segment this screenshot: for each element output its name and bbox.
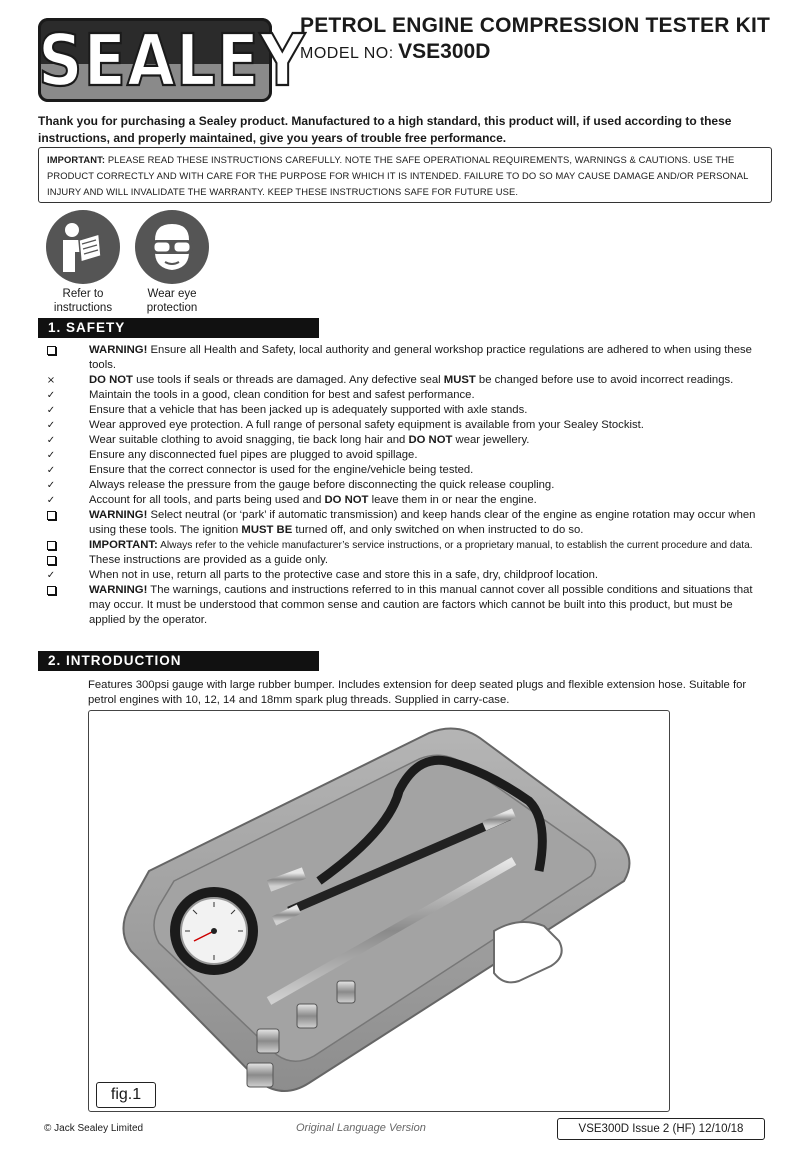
tick-icon: ✓ (46, 405, 56, 416)
important-text: PLEASE READ THESE INSTRUCTIONS CAREFULLY. NOTE THE SAFE OPERATIONAL REQUIREMENTS, WARNINGS & CAUTIONS. USE THE PRODUCT CORRECTLY AND WITH CARE FOR THE PURPOSE FOR WHICH IT IS INTENDED. FAILURE TO DO SO MAY CAUSE DAMAGE AND/OR PERSONAL INJURY AND WILL INVALIDATE THE WARRANTY. KEEP THESE INSTRUCTIONS SAFE FOR FUTURE USE. (47, 154, 749, 197)
model-value: VSE300D (398, 40, 491, 63)
cross-icon: × (46, 375, 56, 386)
safety-item-emphasis: WARNING! (89, 584, 148, 596)
safety-item-text: use tools if seals or threads are damaged. Any defective seal (132, 374, 444, 386)
checkbox-icon (44, 583, 58, 600)
tick-icon: ✓ (46, 495, 56, 506)
read-instructions-icon (46, 210, 120, 284)
safety-item-text: Always release the pressure from the gauge before disconnecting the quick release coupling. (89, 479, 555, 491)
safety-item-text: leave them in or near the engine. (368, 494, 537, 506)
safety-item-text: be changed before use to avoid incorrect readings. (475, 374, 734, 386)
footer-issue: VSE300D Issue 2 (HF) 12/10/18 (557, 1118, 765, 1140)
checkbox-icon (44, 508, 58, 525)
safety-item-text: Always refer to the vehicle manufacturer’s service instructions, or a proprietary manual, to establish the current procedure and data. (157, 540, 753, 551)
model-number (300, 40, 490, 64)
thank-you-text: Thank you for purchasing a Sealey product. Manufactured to a high standard, this product will, if used according to these instructions, and properly maintained, give you years of trouble free performance. (38, 114, 732, 145)
safety-item-emphasis: DO NOT (408, 434, 453, 446)
model-label: MODEL NO: (300, 45, 394, 62)
safety-item (44, 433, 770, 448)
section-header-safety: 1. SAFETY (38, 318, 319, 338)
safety-item (44, 538, 770, 553)
safety-item-emphasis: DO NOT (324, 494, 369, 506)
safety-list (44, 343, 770, 628)
safety-item-text: The warnings, cautions and instructions referred to in this manual cannot cover all possible conditions and situations that may occur. It must be understood that common sense and caution are factors which cannot be built into this product, but must be applied by the operator. (89, 584, 753, 626)
sealey-logo (38, 18, 306, 103)
safety-item (44, 568, 770, 583)
checkbox-icon (44, 343, 58, 360)
safety-item-text: When not in use, return all parts to the protective case and store this in a safe, dry, childproof location. (89, 569, 599, 581)
picto-label-eye: Wear eye protection (146, 288, 198, 314)
safety-item-emphasis: IMPORTANT: (89, 539, 158, 551)
safety-item-emphasis: WARNING! (89, 344, 148, 356)
safety-item-text: Ensure that a vehicle that has been jacked up is adequately supported with axle stands. (89, 404, 528, 416)
safety-item-text: turned off, and only switched on when instructed to do so. (292, 524, 584, 536)
safety-item-emphasis: MUST (443, 374, 476, 386)
section-header-introduction: 2. INTRODUCTION (38, 651, 319, 671)
tick-icon: ✓ (46, 570, 56, 581)
product-illustration (89, 711, 669, 1111)
safety-item-text: These instructions are provided as a guide only. (89, 554, 329, 566)
safety-item (44, 448, 770, 463)
safety-item (44, 493, 770, 508)
safety-item-text: Ensure any disconnected fuel pipes are plugged to avoid spillage. (89, 449, 418, 461)
safety-item-emphasis: WARNING! (89, 509, 148, 521)
safety-item (44, 508, 770, 538)
tick-icon: ✓ (46, 420, 56, 431)
safety-item (44, 583, 770, 628)
safety-item (44, 463, 770, 478)
document-title: PETROL ENGINE COMPRESSION TESTER KIT (300, 14, 771, 37)
tick-icon: ✓ (46, 390, 56, 401)
footer-copyright: © Jack Sealey Limited (44, 1123, 144, 1134)
figure-label: fig.1 (96, 1082, 156, 1108)
safety-item (44, 373, 770, 388)
safety-item-emphasis: MUST BE (241, 524, 293, 536)
safety-item (44, 388, 770, 403)
safety-item (44, 418, 770, 433)
safety-item-text: Ensure all Health and Safety, local authority and general workshop practice regulations are adhered to when using these tools. (89, 344, 752, 371)
safety-item (44, 553, 770, 568)
tick-icon: ✓ (46, 480, 56, 491)
safety-item (44, 478, 770, 493)
safety-item (44, 403, 770, 418)
safety-item-text: Wear approved eye protection. A full range of personal safety equipment is available from your Sealey Stockist. (89, 419, 644, 431)
introduction-text: Features 300psi gauge with large rubber bumper. Includes extension for deep seated plugs and flexible extension hose. Suitable for petrol engines with 10, 12, 14 and 18mm spark plug threads. Supplied in carry-case. (88, 679, 747, 706)
safety-item-text: Ensure that the correct connector is used for the engine/vehicle being tested. (89, 464, 474, 476)
safety-item-text: Maintain the tools in a good, clean condition for best and safest performance. (89, 389, 475, 401)
tick-icon: ✓ (46, 435, 56, 446)
safety-item-text: Select neutral (or ‘park’ if automatic transmission) and keep hands clear of the engine as engine rotation may occur when using these tools. The ignition (89, 509, 756, 536)
tick-icon: ✓ (46, 450, 56, 461)
picto-label-instructions: Refer to instructions (53, 288, 113, 314)
footer-language-version: Original Language Version (296, 1122, 426, 1134)
logo-text: SEALEY (38, 18, 306, 103)
safety-item-text: Wear suitable clothing to avoid snagging, tie back long hair and (89, 434, 409, 446)
important-notice (38, 147, 772, 203)
safety-item-text: wear jewellery. (452, 434, 530, 446)
product-figure (88, 710, 670, 1112)
safety-item-text: Account for all tools, and parts being used and (89, 494, 325, 506)
eye-protection-icon (135, 210, 209, 284)
important-label: IMPORTANT: (47, 154, 106, 165)
safety-item (44, 343, 770, 373)
safety-item-emphasis: DO NOT (89, 374, 133, 386)
tick-icon: ✓ (46, 465, 56, 476)
